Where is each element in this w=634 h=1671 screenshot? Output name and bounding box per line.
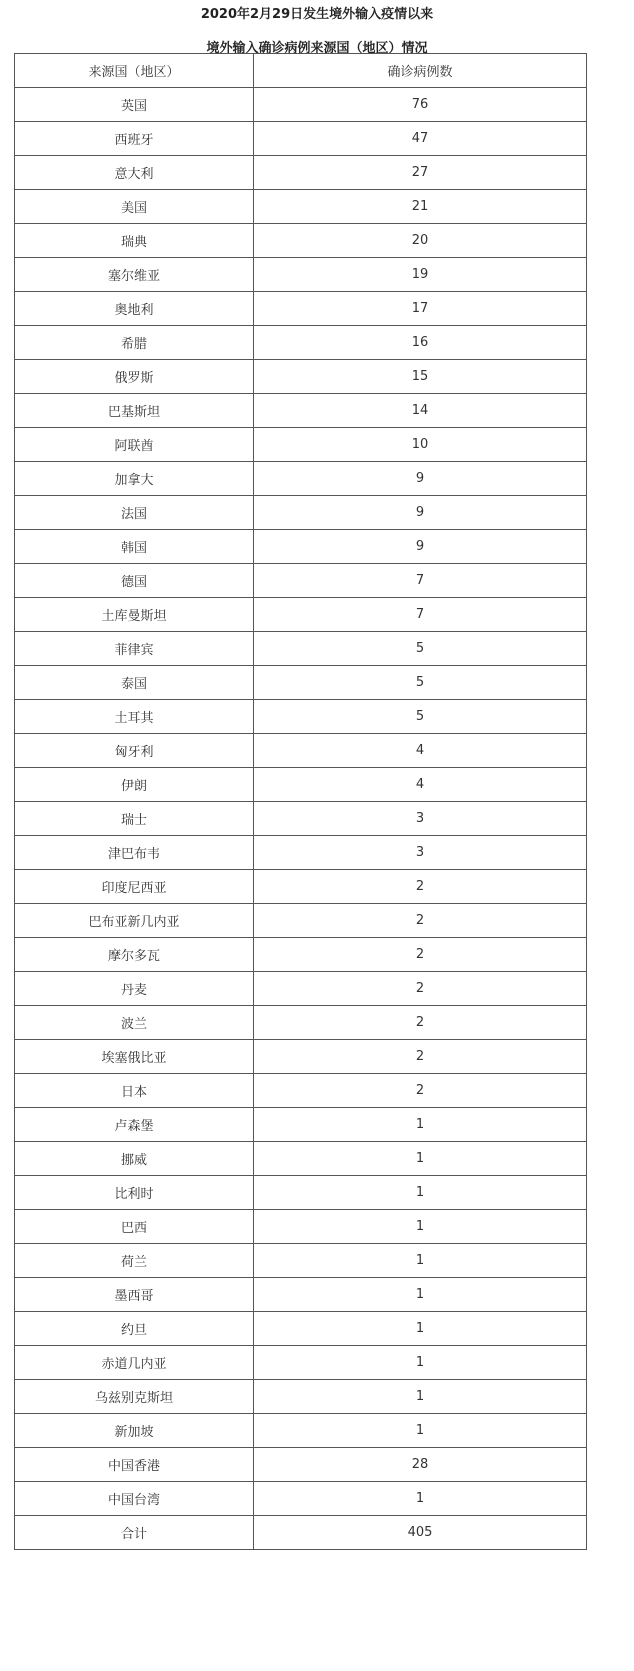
- country-cell: 奥地利: [15, 292, 254, 326]
- country-cell: 巴西: [15, 1210, 254, 1244]
- case-count-cell: 17: [254, 292, 587, 326]
- country-cell: 伊朗: [15, 768, 254, 802]
- case-count-cell: 2: [254, 870, 587, 904]
- case-count-cell: 47: [254, 122, 587, 156]
- case-count-cell: 14: [254, 394, 587, 428]
- country-cell: 泰国: [15, 666, 254, 700]
- table-row: [15, 1176, 587, 1210]
- case-count-cell: 9: [254, 496, 587, 530]
- table-row: [15, 530, 587, 564]
- country-cell: 挪威: [15, 1142, 254, 1176]
- country-cell: 瑞典: [15, 224, 254, 258]
- table-row: [15, 938, 587, 972]
- table-row: [15, 88, 587, 122]
- table-row: [15, 564, 587, 598]
- country-cell: 塞尔维亚: [15, 258, 254, 292]
- table-row: [15, 1482, 587, 1516]
- table-caption: 境外输入确诊病例来源国（地区）情况: [206, 41, 428, 56]
- table-row: [15, 1516, 587, 1550]
- table-row: [15, 972, 587, 1006]
- column-header-cases: 确诊病例数: [254, 54, 587, 88]
- case-count-cell: 19: [254, 258, 587, 292]
- table-row: [15, 598, 587, 632]
- case-count-cell: 7: [254, 598, 587, 632]
- country-cell: 中国台湾: [15, 1482, 254, 1516]
- country-cell: 匈牙利: [15, 734, 254, 768]
- country-cell: 新加坡: [15, 1414, 254, 1448]
- country-cell: 荷兰: [15, 1244, 254, 1278]
- country-cell: 瑞士: [15, 802, 254, 836]
- country-cell: 法国: [15, 496, 254, 530]
- table-row: [15, 734, 587, 768]
- case-count-cell: 2: [254, 972, 587, 1006]
- table-row: [15, 292, 587, 326]
- case-count-cell: 21: [254, 190, 587, 224]
- case-count-cell: 1: [254, 1244, 587, 1278]
- country-cell: 土库曼斯坦: [15, 598, 254, 632]
- case-count-cell: 10: [254, 428, 587, 462]
- country-cell: 希腊: [15, 326, 254, 360]
- case-count-cell: 5: [254, 632, 587, 666]
- table-row: [15, 802, 587, 836]
- table-row: [15, 1414, 587, 1448]
- case-count-cell: 27: [254, 156, 587, 190]
- table-row: [15, 1074, 587, 1108]
- table-row: [15, 1346, 587, 1380]
- case-count-cell: 2: [254, 904, 587, 938]
- case-count-cell: 1: [254, 1312, 587, 1346]
- table-row: [15, 428, 587, 462]
- case-count-cell: 5: [254, 700, 587, 734]
- table-row: [15, 870, 587, 904]
- column-header-country: 来源国（地区）: [15, 54, 254, 88]
- case-count-cell: 16: [254, 326, 587, 360]
- table-row: [15, 1312, 587, 1346]
- case-count-cell: 1: [254, 1108, 587, 1142]
- country-cell: 印度尼西亚: [15, 870, 254, 904]
- table-row: [15, 1244, 587, 1278]
- case-count-cell: 9: [254, 462, 587, 496]
- table-row: [15, 700, 587, 734]
- page-title: 2020年2月29日发生境外输入疫情以来: [200, 7, 434, 22]
- country-cell: 阿联酋: [15, 428, 254, 462]
- country-cell: 津巴布韦: [15, 836, 254, 870]
- country-cell: 比利时: [15, 1176, 254, 1210]
- case-count-cell: 1: [254, 1380, 587, 1414]
- case-count-cell: 1: [254, 1414, 587, 1448]
- country-cell: 加拿大: [15, 462, 254, 496]
- case-count-cell: 1: [254, 1346, 587, 1380]
- case-count-cell: 1: [254, 1210, 587, 1244]
- case-count-cell: 76: [254, 88, 587, 122]
- case-count-cell: 1: [254, 1142, 587, 1176]
- table-row: [15, 768, 587, 802]
- table-row: [15, 1278, 587, 1312]
- table-row: [15, 836, 587, 870]
- case-count-cell: 405: [254, 1516, 587, 1550]
- country-cell: 德国: [15, 564, 254, 598]
- case-count-cell: 9: [254, 530, 587, 564]
- country-cell: 乌兹别克斯坦: [15, 1380, 254, 1414]
- country-cell: 美国: [15, 190, 254, 224]
- table-row: [15, 394, 587, 428]
- table-row: [15, 1006, 587, 1040]
- country-cell: 合计: [15, 1516, 254, 1550]
- table-row: [15, 1448, 587, 1482]
- case-count-cell: 4: [254, 734, 587, 768]
- country-cell: 俄罗斯: [15, 360, 254, 394]
- country-cell: 约旦: [15, 1312, 254, 1346]
- table-row: [15, 496, 587, 530]
- table-row: [15, 1210, 587, 1244]
- table-row: [15, 224, 587, 258]
- country-cell: 韩国: [15, 530, 254, 564]
- country-cell: 中国香港: [15, 1448, 254, 1482]
- table-row: [15, 258, 587, 292]
- case-count-cell: 2: [254, 1040, 587, 1074]
- country-cell: 土耳其: [15, 700, 254, 734]
- case-count-cell: 5: [254, 666, 587, 700]
- country-cell: 埃塞俄比亚: [15, 1040, 254, 1074]
- cases-table: [14, 53, 587, 1550]
- table-row: [15, 156, 587, 190]
- case-count-cell: 2: [254, 1006, 587, 1040]
- case-count-cell: 4: [254, 768, 587, 802]
- case-count-cell: 2: [254, 938, 587, 972]
- table-row: [15, 326, 587, 360]
- case-count-cell: 2: [254, 1074, 587, 1108]
- table-row: [15, 360, 587, 394]
- country-cell: 菲律宾: [15, 632, 254, 666]
- table-row: [15, 1040, 587, 1074]
- table-row: [15, 462, 587, 496]
- case-count-cell: 1: [254, 1482, 587, 1516]
- table-row: [15, 1142, 587, 1176]
- country-cell: 墨西哥: [15, 1278, 254, 1312]
- case-count-cell: 7: [254, 564, 587, 598]
- country-cell: 赤道几内亚: [15, 1346, 254, 1380]
- case-count-cell: 1: [254, 1176, 587, 1210]
- country-cell: 意大利: [15, 156, 254, 190]
- country-cell: 卢森堡: [15, 1108, 254, 1142]
- table-row: [15, 632, 587, 666]
- case-count-cell: 15: [254, 360, 587, 394]
- table-row: [15, 1108, 587, 1142]
- country-cell: 波兰: [15, 1006, 254, 1040]
- country-cell: 英国: [15, 88, 254, 122]
- country-cell: 日本: [15, 1074, 254, 1108]
- case-count-cell: 28: [254, 1448, 587, 1482]
- country-cell: 巴基斯坦: [15, 394, 254, 428]
- case-count-cell: 20: [254, 224, 587, 258]
- country-cell: 摩尔多瓦: [15, 938, 254, 972]
- case-count-cell: 3: [254, 802, 587, 836]
- table-row: [15, 904, 587, 938]
- table-row: [15, 122, 587, 156]
- table-row: [15, 190, 587, 224]
- case-count-cell: 1: [254, 1278, 587, 1312]
- case-count-cell: 3: [254, 836, 587, 870]
- country-cell: 丹麦: [15, 972, 254, 1006]
- table-row: [15, 1380, 587, 1414]
- table-header-row: [15, 54, 587, 88]
- country-cell: 西班牙: [15, 122, 254, 156]
- table-row: [15, 666, 587, 700]
- country-cell: 巴布亚新几内亚: [15, 904, 254, 938]
